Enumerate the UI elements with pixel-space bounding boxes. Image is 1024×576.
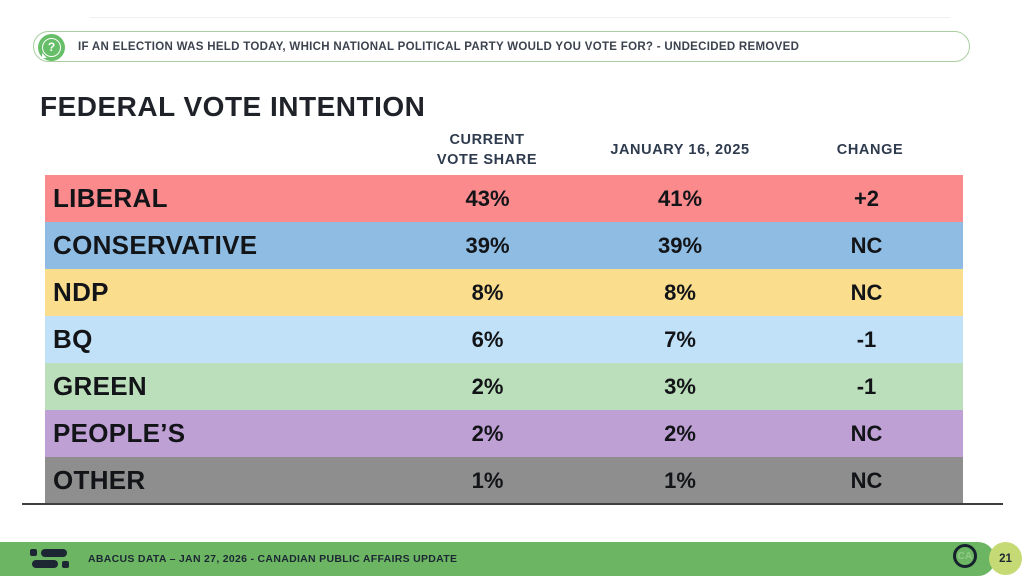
table-row — [45, 363, 963, 410]
current-vote-share: 8% — [471, 279, 504, 305]
change-value: -1 — [856, 373, 877, 399]
party-name: BQ — [53, 324, 93, 354]
current-vote-share: 39% — [465, 232, 510, 258]
column-header-january-16-2025: JANUARY 16, 2025 — [610, 142, 750, 158]
table-row — [45, 457, 963, 504]
party-name: OTHER — [53, 465, 146, 495]
change-value: NC — [850, 420, 883, 446]
vote-intention-table — [45, 175, 963, 504]
table-row — [45, 269, 963, 316]
question-mark-icon: ? — [38, 34, 65, 61]
question-banner — [33, 31, 970, 62]
previous-vote-share: 2% — [664, 420, 696, 446]
party-name: GREEN — [53, 371, 147, 401]
page-number-badge: 21 — [989, 542, 1022, 575]
question-text: IF AN ELECTION WAS HELD TODAY, WHICH NATIONAL POLITICAL PARTY WOULD YOU VOTE FOR? - UNDECIDED REMOVED — [78, 40, 800, 53]
previous-vote-share: 3% — [664, 373, 696, 399]
page-title: FEDERAL VOTE INTENTION — [40, 91, 426, 122]
party-name: NDP — [53, 277, 109, 307]
footer-source-text: ABACUS DATA – JAN 27, 2026 - CANADIAN PUBLIC AFFAIRS UPDATE — [88, 553, 458, 565]
previous-vote-share: 8% — [664, 279, 696, 305]
previous-vote-share: 1% — [664, 467, 696, 493]
change-value: +2 — [853, 185, 880, 211]
column-header-change: CHANGE — [836, 142, 904, 158]
divider-line — [90, 17, 950, 18]
column-header-current-vote-share: CURRENT VOTE SHARE — [436, 132, 538, 168]
current-vote-share: 1% — [471, 467, 504, 493]
change-value: NC — [850, 279, 883, 305]
table-row — [45, 175, 963, 222]
change-value: -1 — [856, 326, 877, 352]
table-row — [45, 316, 963, 363]
previous-vote-share: 41% — [657, 185, 703, 211]
party-name: CONSERVATIVE — [53, 230, 258, 260]
current-vote-share: 6% — [471, 326, 504, 352]
previous-vote-share: 39% — [657, 232, 703, 258]
change-value: NC — [850, 232, 883, 258]
abacus-data-logo — [30, 549, 78, 569]
table-row — [45, 410, 963, 457]
change-value: NC — [850, 467, 883, 493]
footer-bar — [0, 542, 995, 576]
party-name: PEOPLE’S — [53, 418, 186, 448]
previous-vote-share: 7% — [664, 326, 696, 352]
current-vote-share: 2% — [471, 373, 504, 399]
ca-monogram-icon: CA — [953, 544, 977, 568]
current-vote-share: 2% — [471, 420, 504, 446]
table-row — [45, 222, 963, 269]
table-bottom-rule — [22, 503, 1003, 505]
current-vote-share: 43% — [465, 185, 510, 211]
party-name: LIBERAL — [53, 183, 168, 213]
